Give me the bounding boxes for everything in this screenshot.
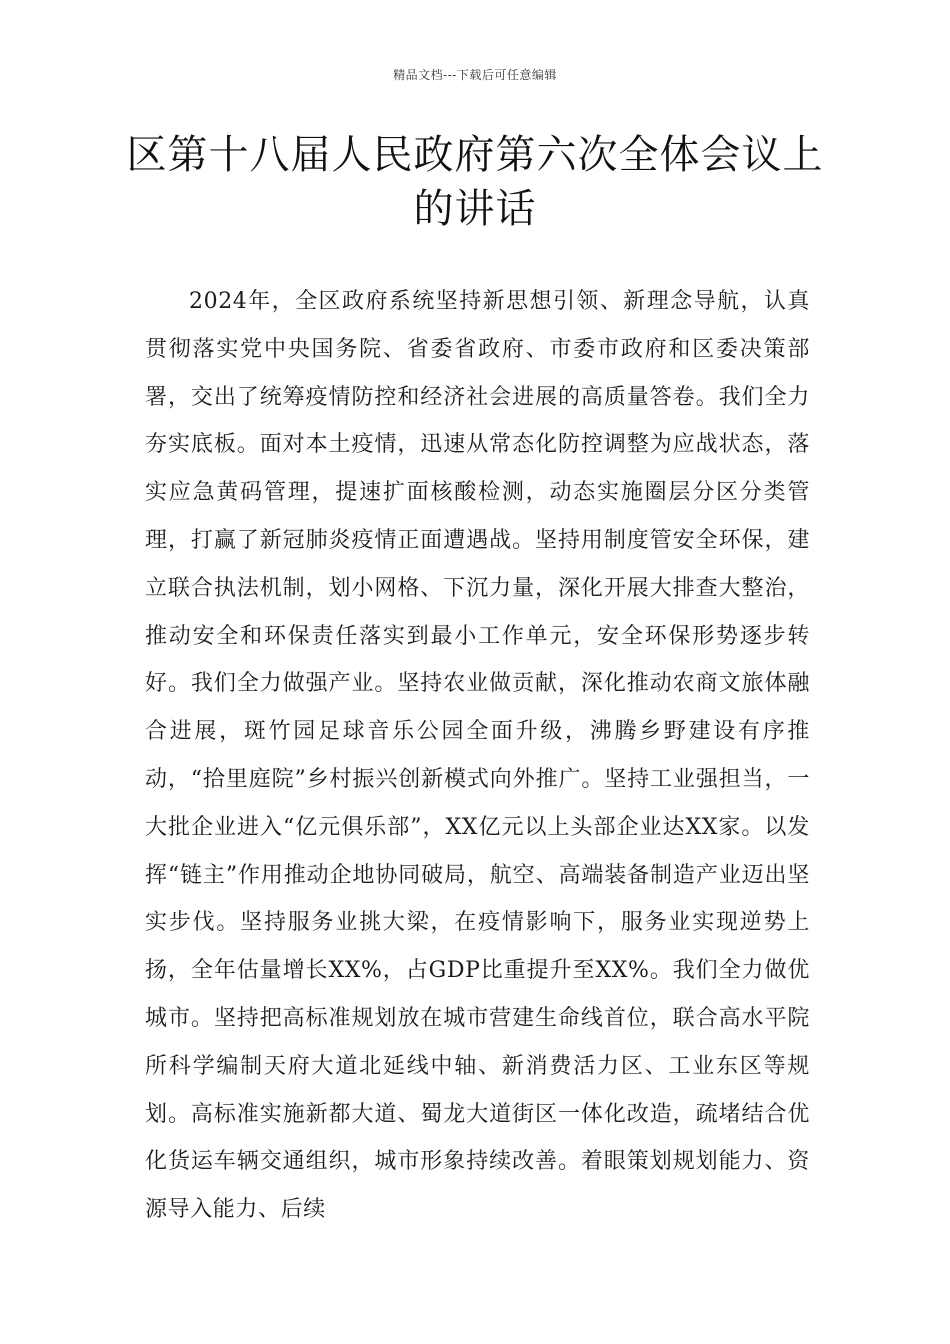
body-paragraph: 2024年，全区政府系统坚持新思想引领、新理念导航，认真贯彻落实党中央国务院、省委省政府、市委市政府和区委决策部署，交出了统筹疫情防控和经济社会进展的高质量答卷。我们全力夯实底板。面对本土疫情，迅速从常态化防控调整为应战状态，落实应急黄码管理，提速扩面核酸检测，动态实施圈层分区分类管理，打赢了新冠肺炎疫情正面遭遇战。坚持用制度管安全环保，建立联合执法机制，划小网格、下沉力量，深化开展大排查大整治，推动安全和环保责任落实到最小工作单元，安全环保形势逐步转好。我们全力做强产业。坚持农业做贡献，深化推动农商文旅体融合进展，斑竹园足球音乐公园全面升级，沸腾乡野建设有序推动，“拾里庭院”乡村振兴创新模式向外推广。坚持工业强担当，一大批企业进入“亿元俱乐部”，XX亿元以上头部企业达XX家。以发挥“链主”作用推动企地协同破局，航空、高端装备制造产业迈出坚实步伐。坚持服务业挑大梁，在疫情影响下，服务业实现逆势上扬，全年估量增长XX%，占GDP比重提升至XX%。我们全力做优城市。坚持把高标准规划放在城市营建生命线首位，联合高水平院所科学编制天府大道北延线中轴、新消费活力区、工业东区等规划。高标准实施新都大道、蜀龙大道街区一体化改造，疏堵结合优化货运车辆交通组织，城市形象持续改善。着眼策划规划能力、资源导入能力、后续 <box>145 289 810 1223</box>
header-note: 精品文档---下载后可任意编辑 <box>393 68 557 82</box>
document-title: 区第十八届人民政府第六次全体会议上的讲话 <box>126 132 824 232</box>
